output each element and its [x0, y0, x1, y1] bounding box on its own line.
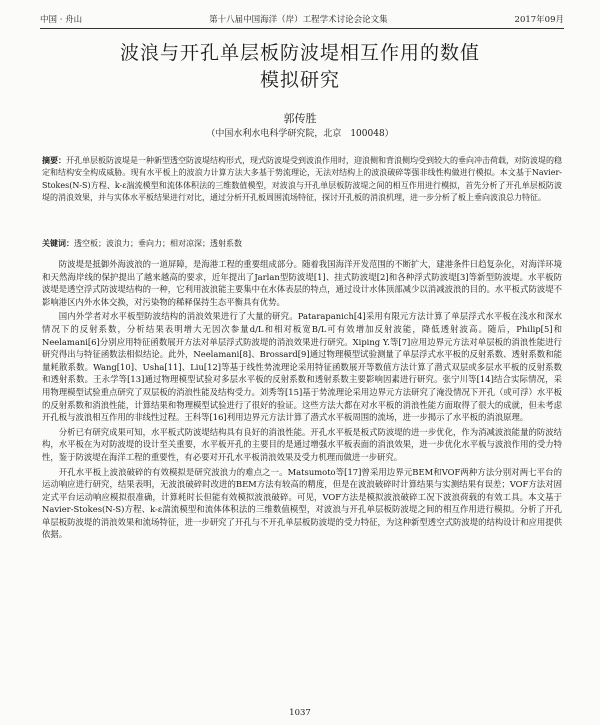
keywords — [42, 237, 562, 250]
header-date: 2017年09月 — [514, 15, 564, 25]
paper-title — [60, 40, 540, 94]
page-number: 1037 — [289, 708, 311, 718]
body-text — [42, 258, 562, 543]
abstract-label: 摘要： — [42, 155, 66, 165]
abstract-text: 开孔单层板防波堤是一种新型透空防波堤结构形式，现式防波堤受到波浪作用时，迎浪侧和背浪侧均受到较大的垂向冲击荷载，对防波堤的稳定和结构安全构成威胁。现有水平板上的波浪力计算方法大多基于势流理论，无法对结构上的波浪破碎等强非线性构做进行模拟。本文基于Navier-Stokes(N-S)方程、k-ε湍流模型和流体体积法的三维数值模型，对波浪与开孔单层板防波堤之间的相互作用进行模拟，首先分析了开孔单层板防波堤的消浪效果，并与实体水平板结果进行对比，通过分析开孔板周围流场特征，探讨开孔板的消浪机理，进一步分析了板上垂向波浪总力特征。 — [42, 156, 562, 203]
author-affiliation: （中国水利水电科学研究院，北京 100048） — [206, 129, 394, 139]
title-line-1: 波浪与开孔单层板防波堤相互作用的数值 — [119, 42, 480, 64]
paragraph-1: 防波堤是抵御外海波浪的一道屏障，是海港工程的重要组成部分。随着我国海洋开发范围的不断扩大，建港条件日趋复杂化，对海洋环境和天然海岸线的保护提出了越来越高的要求，近年提出了Jarlan型防波堤[1]、挂式防波堤[2]和各种浮式防波堤[3]等新型防波堤。水平板防波堤是透空浮式防波堤结构的一种，它利用波浪能主要集中在水体表层的特点，通过设计水体顶部减少以消减波浪的目的。水平板式防波堤不影响港区内外水体交换，对污染物的稀释保持生态平衡具有优势。 — [42, 259, 562, 307]
author-name: 郭传胜 — [283, 112, 317, 125]
paragraph-2: 国内外学者对水平板型防波结构的消浪效果进行了大量的研究。Patarapanich[4]采用有限元方法计算了单层浮式水平板在浅水和深水情况下的反射系数，分析结果表明增大无因次参量d/L和相对板宽B/L可有效增加反射波能，降低透射波高。随后，Philip[5]和Neelamani[6]分别应用特征函数展开方法对单层浮式防波堤的消浪效果进行研究。Xiping Y.等[7]应用边界元方法对单层板的消浪性能进行研究得出与特征函数法相似结论。此外，Neelamani[8]、Brossard[9]通过物理模型试验测量了单层浮式水平板的反射系数、透射系数和能量耗散系数。Wang[10]、Usha[11]、Liu[12]等基于线性势流理论采用特征函数展开等数值方法计算了潜式双层或多层水平板的反射系数和透射系数。王永学等[13]通过物理模型试验对多层水平板的反射系数和透射系数主要影响因素进行研究。张宁川等[14]结合实际情况，采用物理模型试验重点研究了双层板的消浪性能及结构受力。刘秀等[15]基于势流理论采用边界元方法研究了淹没情况下开孔（或可浮）水平板的反射系数和消浪性能，计算结果和物理模型试验进行了很好的验证。这些方法大都在对水平板的消浪性能方面取得了很大的成就，但未考虑开孔板与波浪相互作用的非线性过程。王科等[16]利用边界元方法计算了潜式水平板周围的流场，进一步揭示了水平板的消浪原理。 — [42, 311, 562, 423]
paragraph-4: 开孔水平板上波浪破碎的有效模拟是研究波浪力的难点之一。Matsumoto等[17]曾采用边界元BEM和VOF两种方法分别对两七平台的运动响应进行研究，结果表明，无波浪破碎时改进的BEM方法有较高的精度，但是在波浪破碎时计算结果与实测结果有误差；VOF方法对固定式平台运动响应模拟很准确，计算耗时长但能有效模拟波浪破碎。可见，VOF方法是模拟波浪破碎工况下波浪荷载的有效工具。本文基于Navier-Stokes(N-S)方程、k-ε湍流模型和流体体积法的三维数值模型，对波浪与开孔单层板防波堤之间的相互作用进行模拟。分析了开孔单层板防波堤的消浪效果和流场特征，进一步研究了开孔与不开孔单层板防波堤的受力特征，为这种新型透空式防波堤的结构设计和应用提供依据。 — [42, 466, 562, 540]
header-proceedings-title: 第十八届中国海洋（岸）工程学术讨论会论文集 — [209, 15, 388, 25]
abstract — [42, 154, 562, 205]
keywords-text: 透空板；波浪力；垂向力；相对凉深；透射系数 — [74, 239, 242, 248]
keywords-label: 关键词： — [42, 238, 74, 248]
header-divider — [40, 28, 564, 29]
running-header — [40, 12, 564, 26]
paragraph-3: 分析已有研究成果可知，水平板式防波堤结构具有良好的消浪性能。开孔水平板是板式防波堤的进一步优化，作为消减波浪能量的防波结构，水平板在为对防波堤的设计至关重要，水平板开孔的主要目的是通过增强水平板表面的消浪效果，进一步优化水平板与波浪作用的受力特性，鉴于防波堤在海洋工程的重要性，有必要对开孔水平板消浪效果及受力机理而做进一步研究。 — [42, 426, 562, 462]
header-location: 中国 · 舟山 — [40, 15, 83, 25]
title-line-2: 模拟研究 — [259, 69, 340, 91]
